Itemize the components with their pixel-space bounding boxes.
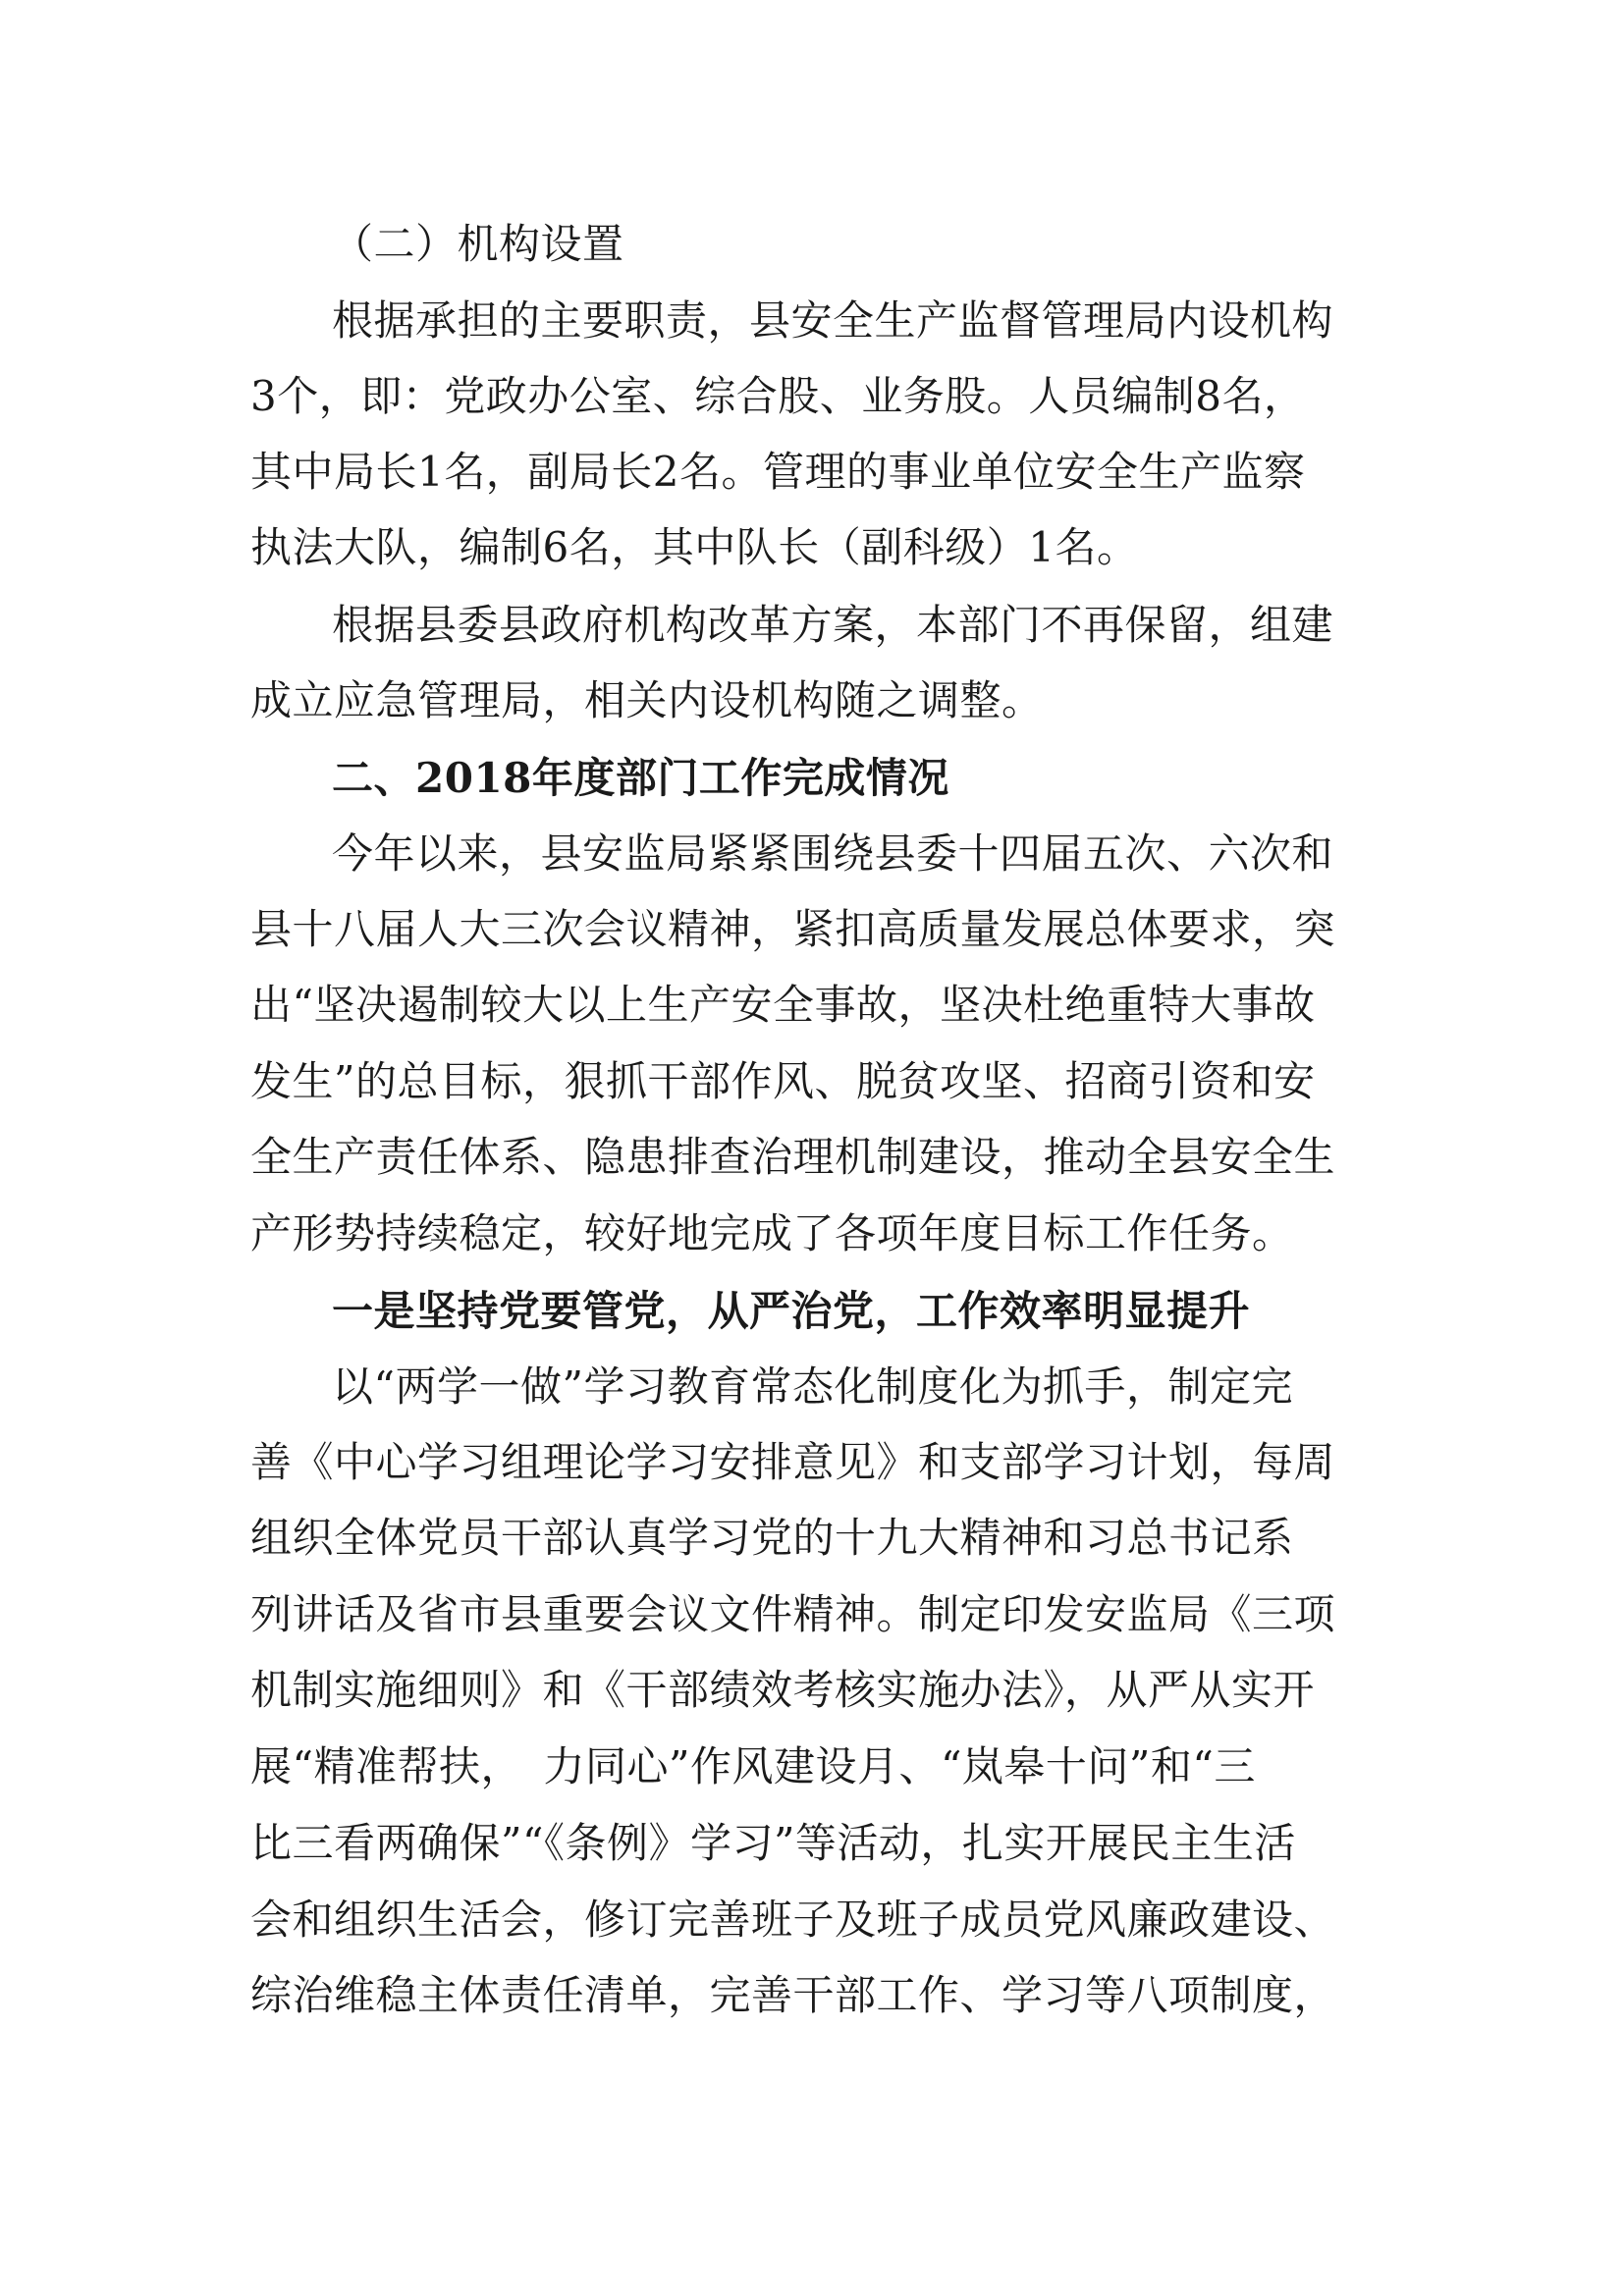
paragraph-line: 产形势持续稳定，较好地完成了各项年度目标工作任务。 <box>250 1209 1294 1257</box>
paragraph-line: 以“两学一做”学习教育常态化制度化为抓手，制定完 <box>332 1362 1293 1411</box>
paragraph-line: 3个，即：党政办公室、综合股、业务股。人员编制8名， <box>250 372 1306 420</box>
paragraph-line: 比三看两确保”“《条例》学习”等活动，扎实开展民主生活 <box>250 1819 1296 1867</box>
paragraph-line: 出“坚决遏制较大以上生产安全事故，坚决杜绝重特大事故 <box>250 981 1316 1029</box>
subsection-heading: 一是坚持党要管党，从严治党，工作效率明显提升 <box>332 1287 1251 1335</box>
paragraph-line: 发生”的总目标，狠抓干部作风、脱贫攻坚、招商引资和安 <box>250 1057 1316 1105</box>
section-title: （二）机构设置 <box>332 220 624 268</box>
paragraph-line: 善《中心学习组理论学习安排意见》和支部学习计划，每周 <box>250 1438 1336 1486</box>
paragraph-line: 根据承担的主要职责，县安全生产监督管理局内设机构 <box>332 296 1334 345</box>
paragraph-line: 全生产责任体系、隐患排查治理机制建设，推动全县安全生 <box>250 1133 1336 1181</box>
paragraph-line: 县十八届人大三次会议精神，紧扣高质量发展总体要求，突 <box>250 905 1336 953</box>
paragraph-line: 执法大队，编制6名，其中队长（副科级）1名。 <box>250 523 1139 571</box>
paragraph-line: 列讲话及省市县重要会议文件精神。制定印发安监局《三项 <box>250 1590 1336 1638</box>
paragraph-line: 会和组织生活会，修订完善班子及班子成员党风廉政建设、 <box>250 1896 1336 1944</box>
section-heading: 二、2018年度部门工作完成情况 <box>332 754 949 802</box>
paragraph-line: 组织全体党员干部认真学习党的十九大精神和习总书记系 <box>250 1514 1294 1562</box>
paragraph-line: 其中局长1名，副局长2名。管理的事业单位安全生产监察 <box>250 448 1306 496</box>
paragraph-line: 根据县委县政府机构改革方案，本部门不再保留，组建 <box>332 601 1334 649</box>
paragraph-line: 机制实施细则》和《干部绩效考核实施办法》，从严从实开 <box>250 1666 1316 1714</box>
paragraph-line: 成立应急管理局，相关内设机构随之调整。 <box>250 676 1044 724</box>
paragraph-line: 今年以来，县安监局紧紧围绕县委十四届五次、六次和 <box>332 829 1334 878</box>
paragraph-line: 展“精准帮扶， 力同心”作风建设月、“岚皋十问”和“三 <box>250 1742 1256 1790</box>
paragraph-line: 综治维稳主体责任清单，完善干部工作、学习等八项制度， <box>250 1971 1336 2019</box>
